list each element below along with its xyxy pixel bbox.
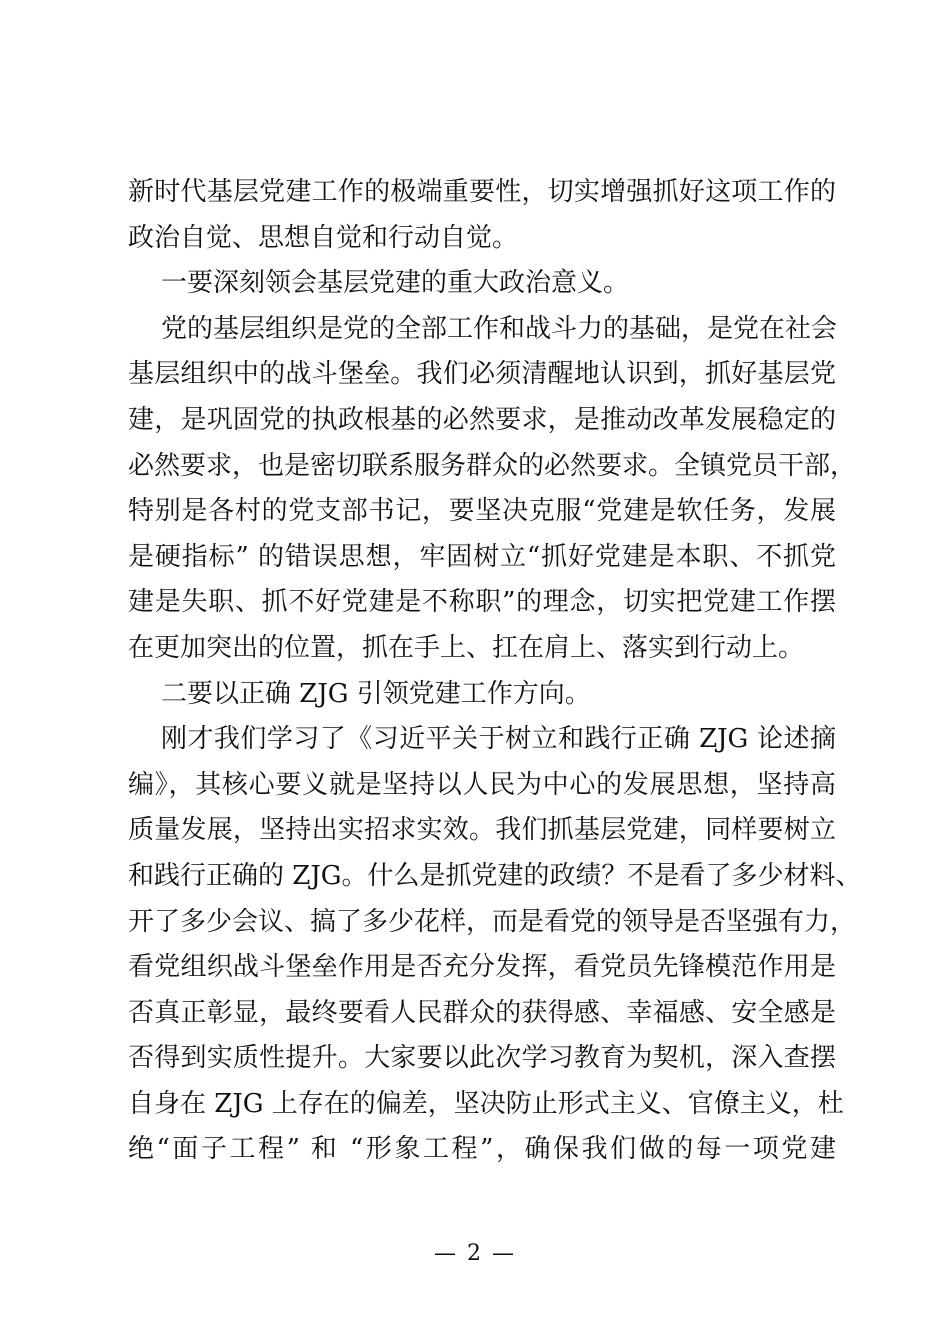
text-line: 和践行正确的 ZJG。什么是抓党建的政绩？不是看了多少材料、: [128, 860, 862, 891]
page-number: — 2 —: [434, 1241, 516, 1266]
text-line: 开了多少会议、搞了多少花样，而是看党的领导是否坚强有力，: [128, 906, 857, 937]
text-line: 特别是各村的党支部书记，要坚决克服“党建是软任务，发展: [128, 496, 836, 527]
text-line: 建是失职、抓不好党建是不称职”的理念，切实把党建工作摆: [128, 587, 836, 618]
text-line: 党的基层组织是党的全部工作和战斗力的基础，是党在社会: [161, 313, 838, 344]
body-text: [128, 170, 862, 1173]
text-line: 质量发展，坚持出实招求实效。我们抓基层党建，同样要树立: [128, 815, 836, 846]
text-line: 绝“面子工程” 和 “形象工程”，确保我们做的每一项党建: [128, 1134, 836, 1165]
text-line: 编》，其核心要义就是坚持以人民为中心的发展思想，坚持高: [128, 769, 836, 800]
text-line: 新时代基层党建工作的极端重要性，切实增强抓好这项工作的: [128, 177, 836, 207]
section-heading: 二要以正确 ZJG 引领党建工作方向。: [161, 678, 591, 709]
text-line: 是硬指标” 的错误思想，牢固树立“抓好党建是本职、不抓党: [128, 541, 836, 572]
text-line: 刚才我们学习了《习近平关于树立和践行正确 ZJG 论述摘: [161, 724, 836, 755]
text-line: 看党组织战斗堡垒作用是否充分发挥，看党员先锋模范作用是: [128, 952, 836, 983]
text-line: 必然要求，也是密切联系服务群众的必然要求。全镇党员干部，: [128, 450, 857, 481]
text-line: 建，是巩固党的执政根基的必然要求，是推动改革发展稳定的: [128, 404, 836, 435]
text-line: 政治自觉、思想自觉和行动自觉。: [128, 222, 519, 253]
text-line: 基层组织中的战斗堡垒。我们必须清醒地认识到，抓好基层党: [128, 359, 836, 390]
section-heading: 一要深刻领会基层党建的重大政治意义。: [161, 268, 630, 299]
text-line: 否得到实质性提升。大家要以此次学习教育为契机，深入查摆: [128, 1043, 836, 1074]
text-line: 在更加突出的位置，抓在手上、扛在肩上、落实到行动上。: [128, 632, 805, 663]
text-line: 否真正彰显，最终要看人民群众的获得感、幸福感、安全感是: [128, 997, 836, 1028]
text-line: 自身在 ZJG 上存在的偏差，坚决防止形式主义、官僚主义，杜: [128, 1088, 844, 1119]
